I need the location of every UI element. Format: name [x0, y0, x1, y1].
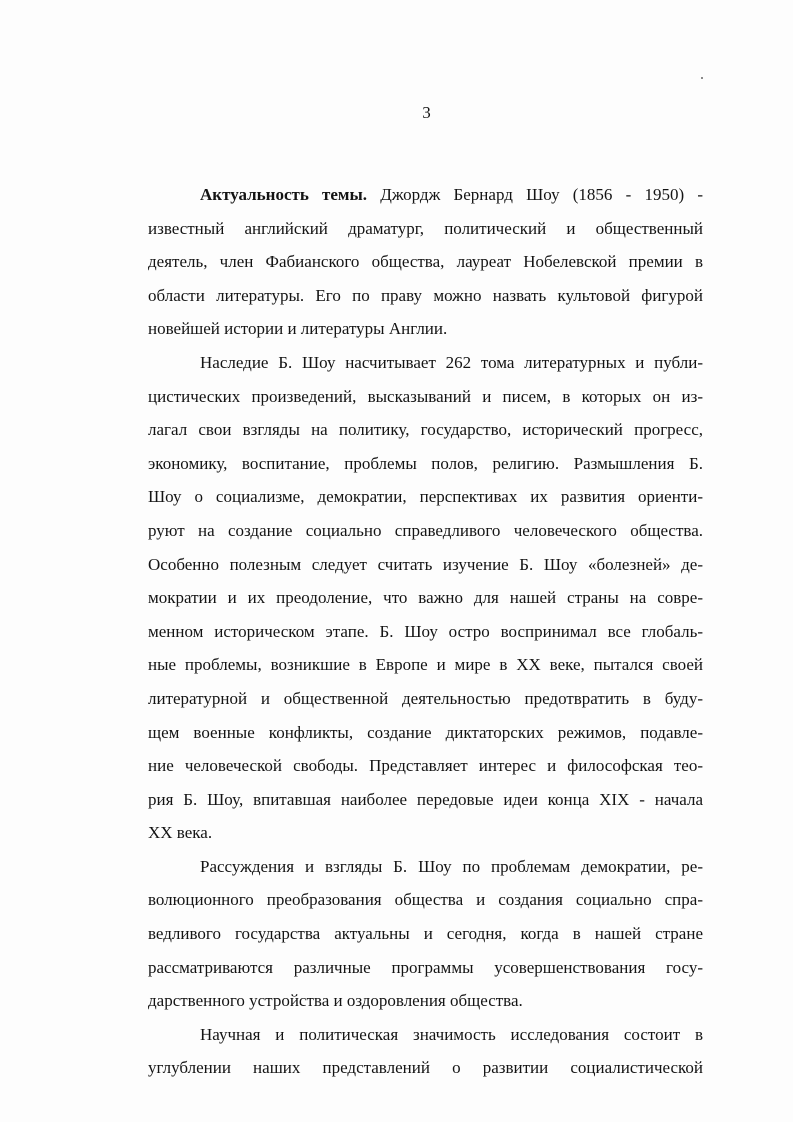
paragraph-relevance — [148, 184, 703, 352]
text-line: щем военные конфликты, создание диктаторских режимов, подавле- — [148, 722, 703, 742]
text-line: лагал свои взгляды на политику, государство, исторический прогресс, — [148, 420, 703, 440]
text-line: Научная и политическая значимость исследования состоит в — [200, 1024, 703, 1044]
body-text — [148, 184, 703, 1091]
text-line: Особенно полезным следует считать изучение Б. Шоу «болезней» де- — [148, 554, 703, 574]
text-line: углублении наших представлений о развитии социалистической — [148, 1058, 703, 1078]
text-line: Шоу о социализме, демократии, перспективах их развития ориенти- — [148, 487, 703, 507]
section-heading: Актуальность темы. — [200, 185, 368, 204]
paragraph-legacy — [148, 352, 703, 856]
text-line: рассматриваются различные программы усовершенствования госу- — [148, 957, 703, 977]
text-line: ные проблемы, возникшие в Европе и мире в XX веке, пытался своей — [148, 655, 703, 675]
text-line: экономику, воспитание, проблемы полов, религию. Размышления Б. — [148, 453, 703, 473]
text-line: ведливого государства актуальны и сегодня, когда в нашей стране — [148, 924, 703, 944]
text-line: рия Б. Шоу, впитавшая наиболее передовые идеи конца XIX - начала — [148, 789, 703, 809]
text-line: Наследие Б. Шоу насчитывает 262 тома литературных и публи- — [200, 352, 703, 372]
text-line: XX века. — [148, 823, 213, 843]
text-line: руют на создание социально справедливого человеческого общества. — [148, 520, 703, 540]
text-line: ние человеческой свободы. Представляет интерес и философская тео- — [148, 756, 703, 776]
paragraph-reasoning — [148, 856, 703, 1024]
text-line: волюционного преобразования общества и создания социально спра- — [148, 890, 703, 910]
text-line: известный английский драматург, политический и общественный — [148, 218, 703, 238]
text-line: менном историческом этапе. Б. Шоу остро воспринимал все глобаль- — [148, 621, 703, 641]
text-line-content: Джордж Бернард Шоу (1856 - 1950) - — [367, 185, 703, 204]
text-line: деятель, член Фабианского общества, лауреат Нобелевской премии в — [148, 252, 703, 272]
text-line: новейшей истории и литературы Англии. — [148, 319, 448, 339]
page-number: 3 — [422, 103, 431, 122]
paragraph-significance — [148, 1024, 703, 1091]
text-line: Рассуждения и взгляды Б. Шоу по проблемам демократии, ре- — [200, 856, 703, 876]
text-line: цистических произведений, высказываний и писем, в которых он из- — [148, 386, 703, 406]
text-line: мократии и их преодоление, что важно для нашей страны на совре- — [148, 588, 703, 608]
text-line: литературной и общественной деятельностью предотвратить в буду- — [148, 688, 703, 708]
text-line: дарственного устройства и оздоровления общества. — [148, 991, 523, 1011]
text-line: области литературы. Его по праву можно назвать культовой фигурой — [148, 285, 703, 305]
scan-speck — [701, 77, 703, 79]
text-line — [148, 184, 703, 218]
